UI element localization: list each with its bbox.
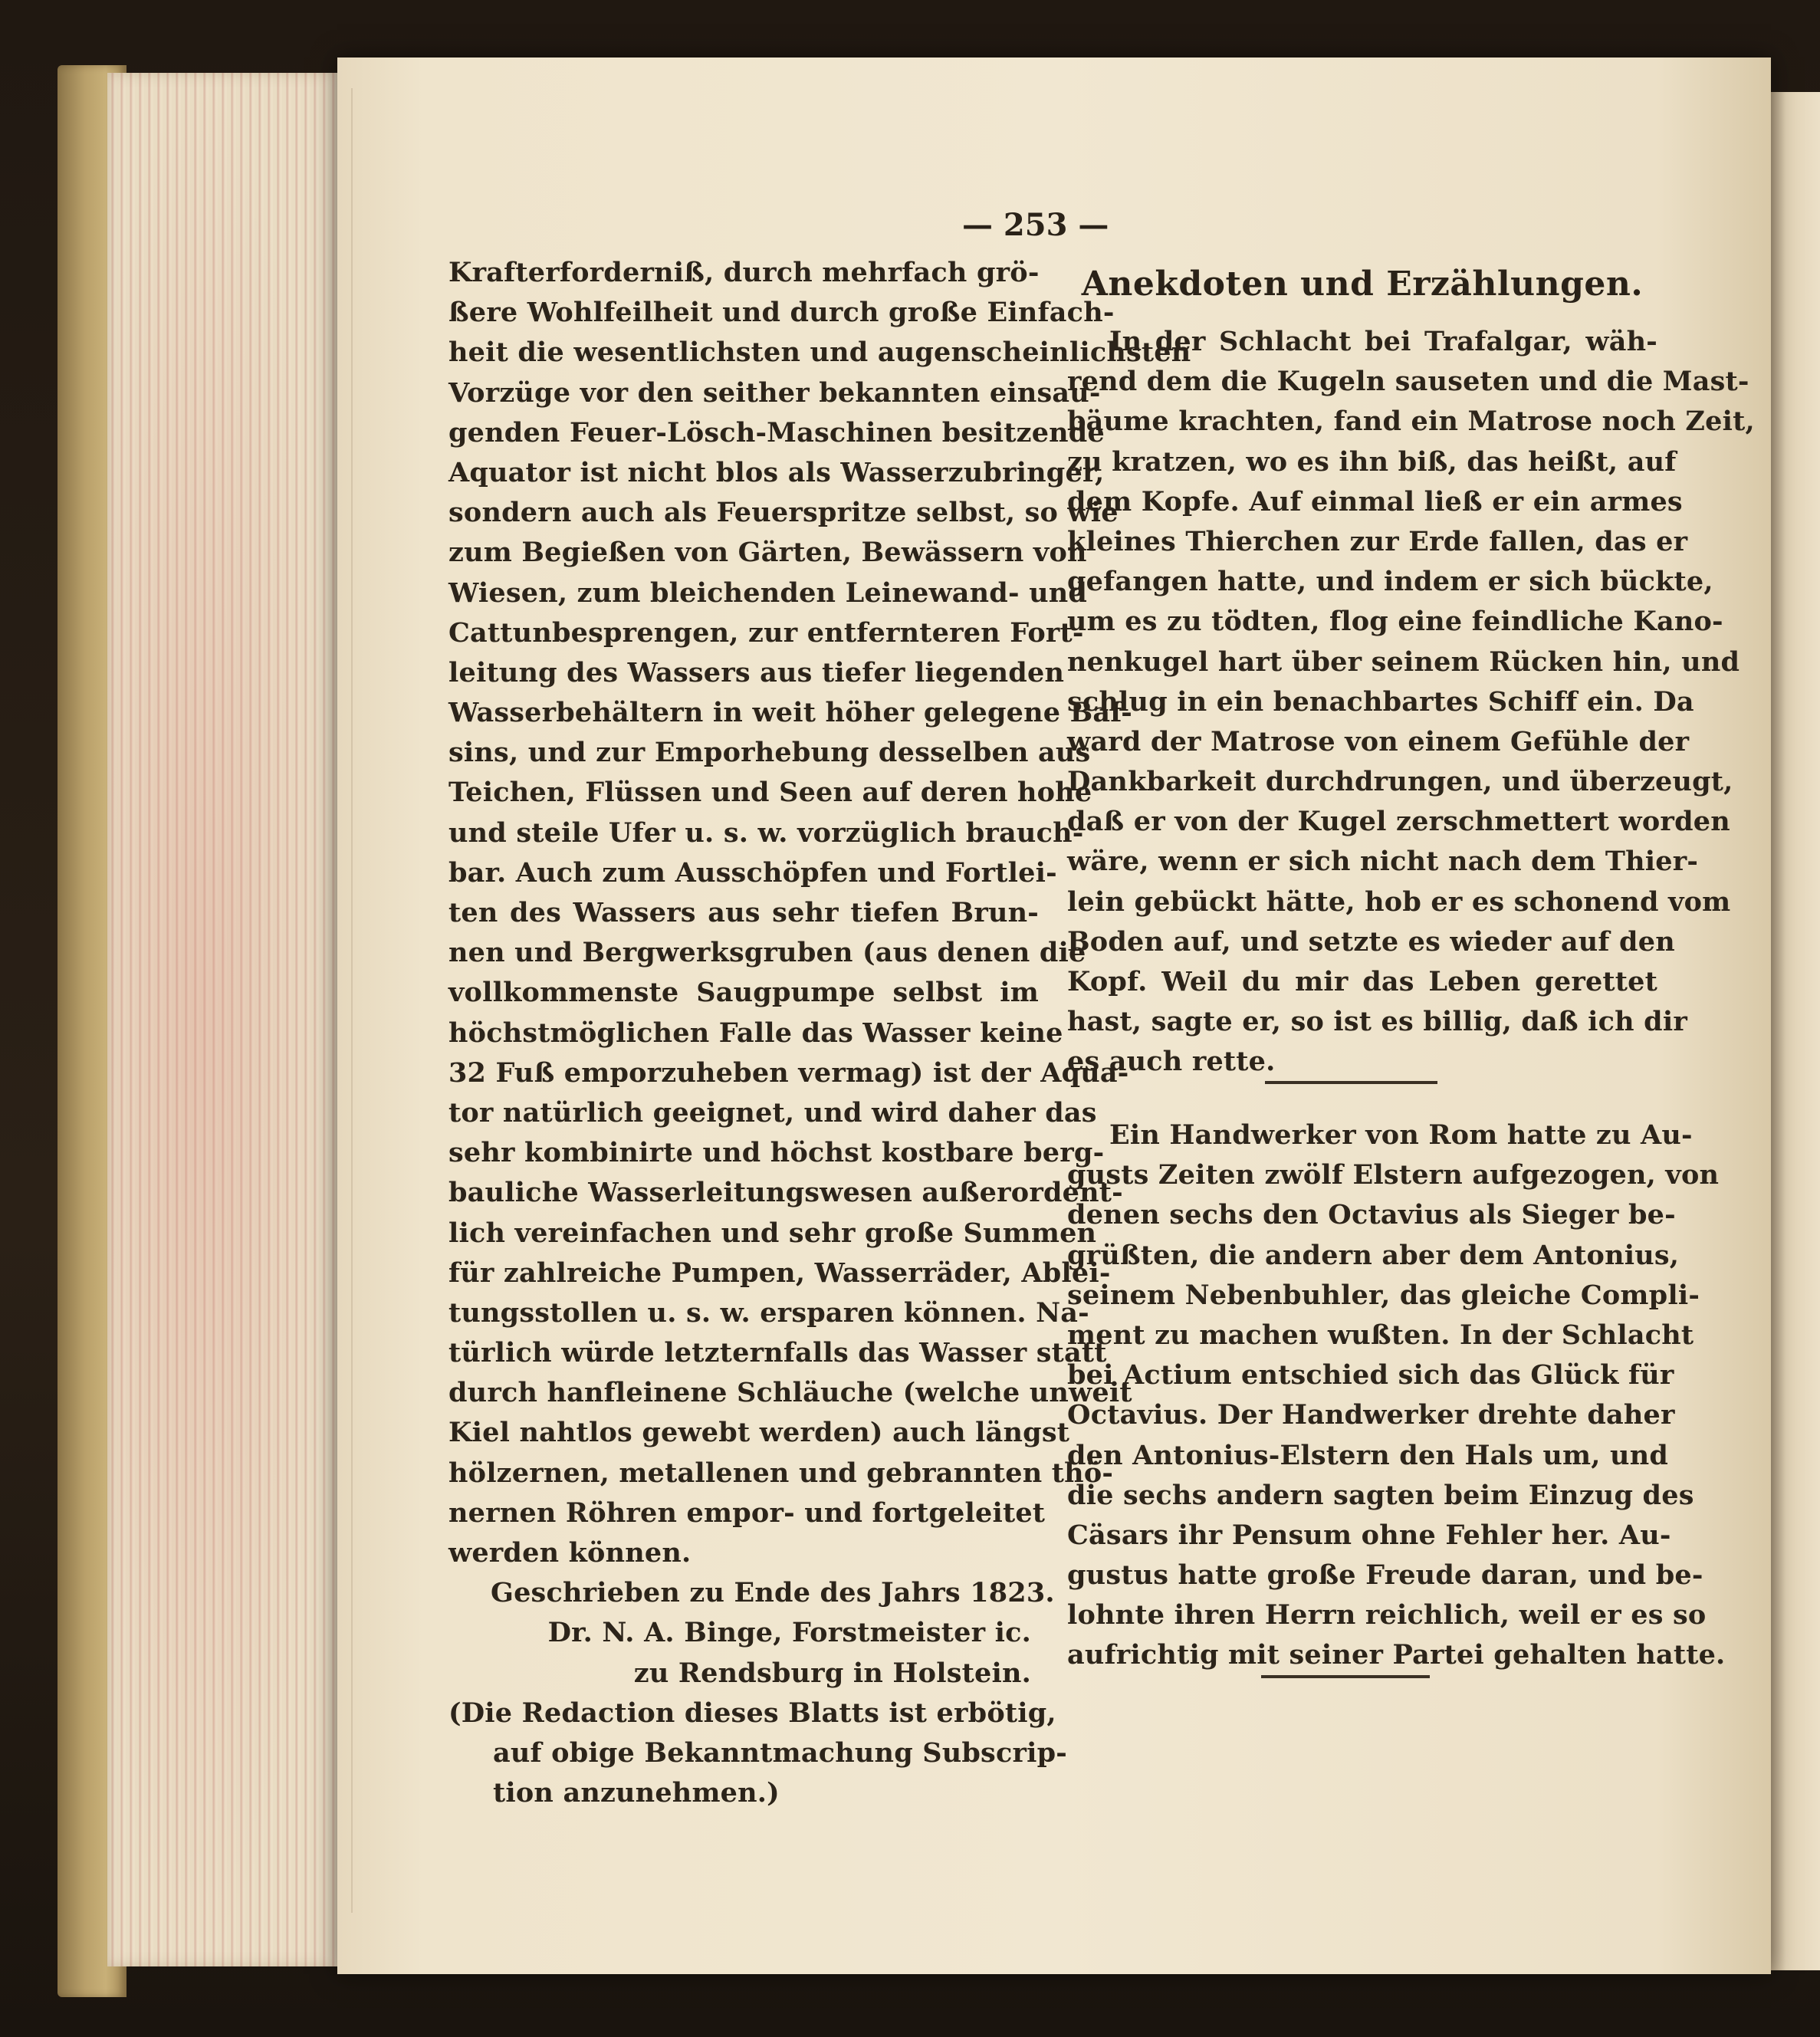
- author-location: zu Rendsburg in Holstein.: [633, 1657, 1031, 1689]
- left-text-line: ßere Wohlfeilheit und durch große Einfach-: [448, 297, 1115, 329]
- left-text-line: durch hanfleinene Schläuche (welche unweit: [448, 1377, 1132, 1409]
- page-number: — 253 —: [962, 207, 1109, 243]
- left-text-line: für zahlreiche Pumpen, Wasserräder, Ablei-: [448, 1257, 1111, 1289]
- note-line: (Die Redaction dieses Blatts ist erbötig,: [448, 1697, 1056, 1729]
- left-text-line: 32 Fuß emporzuheben vermag) ist der Aqua-: [448, 1056, 1129, 1089]
- anecdote-rome: [1067, 1119, 1726, 1680]
- anecdote-line: lein gebückt hätte, hob er es schonend vom: [1067, 885, 1731, 918]
- left-text-line: höchstmöglichen Falle das Wasser keine: [448, 1017, 1063, 1049]
- note-line: tion anzunehmen.): [493, 1777, 780, 1809]
- left-text-line: sehr kombinirte und höchst kostbare berg-: [448, 1137, 1105, 1169]
- anecdote-line: In der Schlacht bei Trafalgar, wäh-: [1109, 326, 1657, 357]
- facing-page-edge: [1763, 92, 1820, 1970]
- left-text-line: ten des Wassers aus sehr tiefen Brun-: [448, 897, 1039, 928]
- left-text-line: bauliche Wasserleitungswesen außerordent-: [448, 1177, 1123, 1209]
- author-signature: Dr. N. A. Binge, Forstmeister ic.: [547, 1617, 1031, 1649]
- anecdote-line: gefangen hatte, und indem er sich bückte,: [1067, 566, 1713, 598]
- anecdote-line: Cäsars ihr Pensum ohne Fehler her. Au-: [1067, 1519, 1671, 1551]
- left-text-line: lich vereinfachen und sehr große Summen: [448, 1217, 1097, 1249]
- left-text-line: Wiesen, zum bleichenden Leinewand- und: [448, 577, 1088, 609]
- anecdote-line: die sechs andern sagten beim Einzug des: [1067, 1479, 1694, 1511]
- page-stack-edge: [107, 73, 337, 1966]
- left-text-line: Kiel nahtlos gewebt werden) auch längst: [448, 1417, 1070, 1449]
- anecdote-line: Dankbarkeit durchdrungen, und überzeugt,: [1067, 766, 1733, 798]
- anecdote-line: um es zu tödten, flog eine feindliche Kano-: [1067, 606, 1723, 638]
- left-text-line: heit die wesentlichsten und augenscheinlichsten: [448, 337, 1191, 369]
- left-text-line: Cattunbesprengen, zur entfernteren Fort-: [448, 616, 1084, 649]
- anecdote-line: hast, sagte er, so ist es billig, daß ich dir: [1067, 1006, 1687, 1038]
- section-divider-1: [1265, 1081, 1437, 1084]
- left-text-line: nernen Röhren empor- und fortgeleitet: [448, 1497, 1046, 1529]
- left-text-line: Aquator ist nicht blos als Wasserzubringer,: [448, 456, 1105, 488]
- left-text-line: türlich würde letzternfalls das Wasser statt: [448, 1337, 1107, 1369]
- anecdote-line: daß er von der Kugel zerschmettert worden: [1067, 806, 1730, 838]
- left-text-line: Vorzüge vor den seither bekannten einsau-: [448, 376, 1101, 409]
- anecdote-line: schlug in ein benachbartes Schiff ein. Da: [1067, 685, 1694, 718]
- left-text-line: Krafterforderniß, durch mehrfach grö-: [448, 257, 1040, 288]
- anecdote-line: Octavius. Der Handwerker drehte daher: [1067, 1399, 1675, 1431]
- anecdote-trafalgar: [1067, 326, 1755, 1086]
- left-text-line: genden Feuer-Lösch-Maschinen besitzende: [448, 416, 1105, 448]
- anecdote-line: rend dem die Kugeln sauseten und die Mast-: [1067, 366, 1749, 398]
- anecdote-line: gusts Zeiten zwölf Elstern aufgezogen, von: [1067, 1159, 1720, 1191]
- written-date-line: Geschrieben zu Ende des Jahrs 1823.: [491, 1577, 1055, 1609]
- anecdote-line: wäre, wenn er sich nicht nach dem Thier-: [1067, 846, 1699, 878]
- left-text-line: nen und Bergwerksgruben (aus denen die: [448, 937, 1086, 969]
- anecdote-line: seinem Nebenbuhler, das gleiche Compli-: [1067, 1279, 1700, 1311]
- left-text-line: und steile Ufer u. s. w. vorzüglich brauch-: [448, 816, 1084, 849]
- left-text-line: sins, und zur Emporhebung desselben aus: [448, 737, 1091, 769]
- left-text-line: bar. Auch zum Ausschöpfen und Fortlei-: [448, 856, 1057, 889]
- left-text-line: sondern auch als Feuerspritze selbst, so wie: [448, 497, 1119, 529]
- right-column: [1067, 264, 1755, 1086]
- left-text-line: Teichen, Flüssen und Seen auf deren hohe: [448, 777, 1092, 809]
- anecdote-line: aufrichtig mit seiner Partei gehalten hatte.: [1067, 1639, 1726, 1671]
- anecdote-line: Kopf. Weil du mir das Leben gerettet: [1067, 966, 1657, 997]
- anecdote-line: bäume krachten, fand ein Matrose noch Zeit,: [1067, 406, 1755, 438]
- anecdote-line: es auch rette.: [1067, 1046, 1276, 1078]
- anecdote-line: Boden auf, und setzte es wieder auf den: [1067, 925, 1675, 958]
- right-column-lower: [1067, 1119, 1726, 1680]
- anecdote-line: ward der Matrose von einem Gefühle der: [1067, 725, 1690, 757]
- anecdote-line: bei Actium entschied sich das Glück für: [1067, 1359, 1674, 1391]
- left-text-line: vollkommenste Saugpumpe selbst im: [448, 977, 1039, 1009]
- anecdote-line: Ein Handwerker von Rom hatte zu Au-: [1109, 1119, 1693, 1151]
- page-gutter-line: [351, 88, 353, 1913]
- anecdote-line: grüßten, die andern aber dem Antonius,: [1067, 1239, 1680, 1271]
- section-divider-2: [1261, 1675, 1430, 1678]
- anecdote-line: nenkugel hart über seinem Rücken hin, und: [1067, 646, 1740, 678]
- anecdote-line: zu kratzen, wo es ihn biß, das heißt, auf: [1067, 445, 1677, 478]
- anecdote-line: gustus hatte große Freude daran, und be-: [1067, 1559, 1703, 1592]
- editorial-note: [448, 1697, 1068, 1818]
- left-text-line: hölzernen, metallenen und gebrannten thö-: [448, 1457, 1114, 1489]
- section-heading: Anekdoten und Erzählungen.: [1081, 264, 1644, 304]
- left-text-line: tungsstollen u. s. w. ersparen können. Na-: [448, 1296, 1089, 1329]
- left-text-line: Wasserbehältern in weit höher gelegene Baf-: [448, 697, 1132, 729]
- left-text-line: tor natürlich geeignet, und wird daher das: [448, 1096, 1097, 1129]
- anecdote-line: lohnte ihren Herrn reichlich, weil er es so: [1067, 1599, 1707, 1631]
- anecdote-line: denen sechs den Octavius als Sieger be-: [1067, 1199, 1676, 1231]
- left-text-line: zum Begießen von Gärten, Bewässern von: [448, 537, 1087, 569]
- note-line: auf obige Bekanntmachung Subscrip-: [493, 1736, 1068, 1769]
- left-text-line: werden können.: [448, 1537, 692, 1569]
- anecdote-line: den Antonius-Elstern den Hals um, und: [1067, 1439, 1669, 1471]
- anecdote-line: kleines Thierchen zur Erde fallen, das er: [1067, 525, 1688, 557]
- anecdote-line: ment zu machen wußten. In der Schlacht: [1067, 1319, 1694, 1351]
- anecdote-line: dem Kopfe. Auf einmal ließ er ein armes: [1067, 485, 1683, 517]
- left-text-line: leitung des Wassers aus tiefer liegenden: [448, 656, 1065, 688]
